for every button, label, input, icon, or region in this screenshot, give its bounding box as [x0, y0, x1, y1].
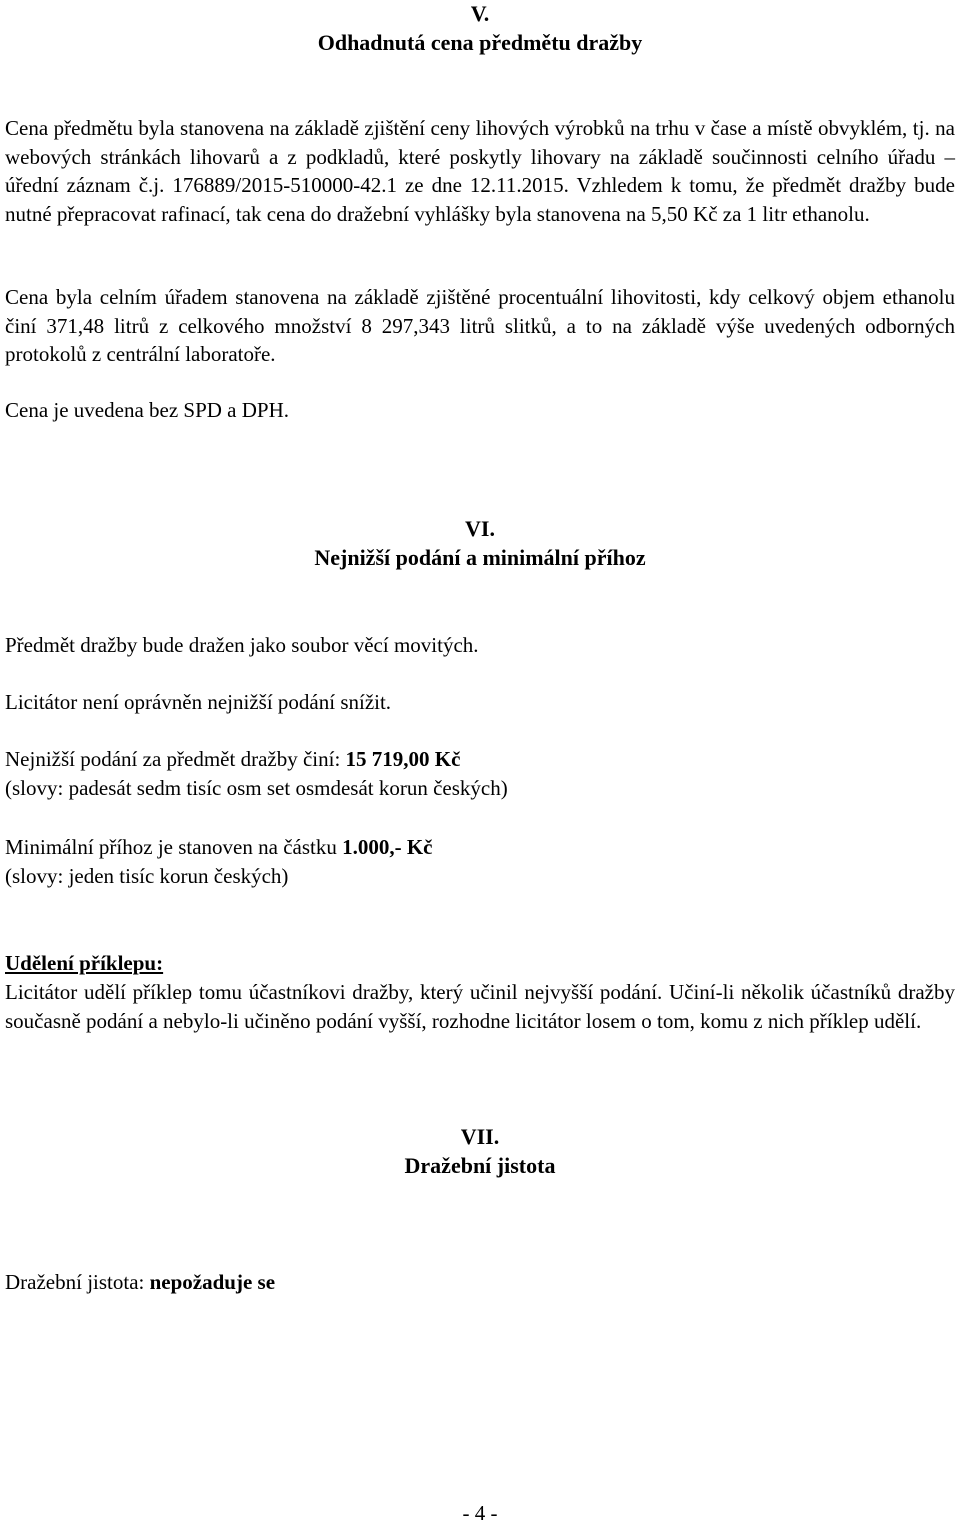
section-5-paragraph-3: Cena je uvedena bez SPD a DPH.: [5, 398, 290, 422]
min-increment-label: Minimální příhoz je stanoven na částku: [5, 835, 343, 859]
page-number: - 4 -: [462, 1501, 498, 1525]
deposit-label: Dražební jistota:: [5, 1270, 150, 1294]
min-increment-words: (slovy: jeden tisíc korun českých): [5, 864, 289, 888]
section-7-number: VII.: [460, 1124, 500, 1149]
section-5-number: V.: [470, 1, 490, 26]
section-6-line-2: Licitátor není oprávněn nejnižší podání snížit.: [5, 690, 392, 714]
section-6-title: Nejnižší podání a minimální příhoz: [314, 545, 646, 570]
deposit-value: nepožaduje se: [149, 1270, 276, 1294]
min-increment-line: [5, 833, 955, 862]
section-7-title: Dražební jistota: [404, 1153, 556, 1178]
hammer-heading: Udělení příklepu:: [5, 951, 164, 975]
min-increment-value: 1.000,- Kč: [342, 835, 433, 859]
section-5-paragraph-2: Cena byla celním úřadem stanovena na základě zjištěné procentuální lihovitosti, kdy celkový objem ethanolu činí 371,48 litrů z celkového množství 8 297,343 litrů slitků, a to na základě výše uvedených odborných protokolů z centrální laboratoře.: [5, 285, 955, 366]
lowest-bid-line: [5, 745, 955, 774]
section-5-paragraph-1: Cena předmětu byla stanovena na základě zjištění ceny lihových výrobků na trhu v čase a místě obvyklém, tj. na webových stránkách lihovarů a z podkladů, které poskytly lihovary na základě součinnosti celního úřadu – úřední záznam č.j. 176889/2015-510000-42.1 ze dne 12.11.2015. Vzhledem k tomu, že předmět dražby bude nutné přepracovat rafinací, tak cena do dražební vyhlášky byla stanovena na 5,50 Kč za 1 litr ethanolu.: [5, 116, 955, 226]
section-6-number: VI.: [465, 516, 495, 541]
lowest-bid-words: (slovy: padesát sedm tisíc osm set osmdesát korun českých): [5, 776, 508, 800]
lowest-bid-label: Nejnižší podání za předmět dražby činí:: [5, 747, 346, 771]
lowest-bid-value: 15 719,00 Kč: [345, 747, 461, 771]
hammer-text: Licitátor udělí příklep tomu účastníkovi dražby, který učinil nejvyšší podání. Učiní-li několik účastníků dražby současně podání a nebylo-li učiněno podání vyšší, rozhodne licitátor losem o tom, komu z nich příklep udělí.: [5, 980, 955, 1033]
section-5-title: Odhadnutá cena předmětu dražby: [317, 30, 643, 55]
section-6-line-1: Předmět dražby bude dražen jako soubor věcí movitých.: [5, 633, 479, 657]
deposit-line: [5, 1268, 955, 1297]
